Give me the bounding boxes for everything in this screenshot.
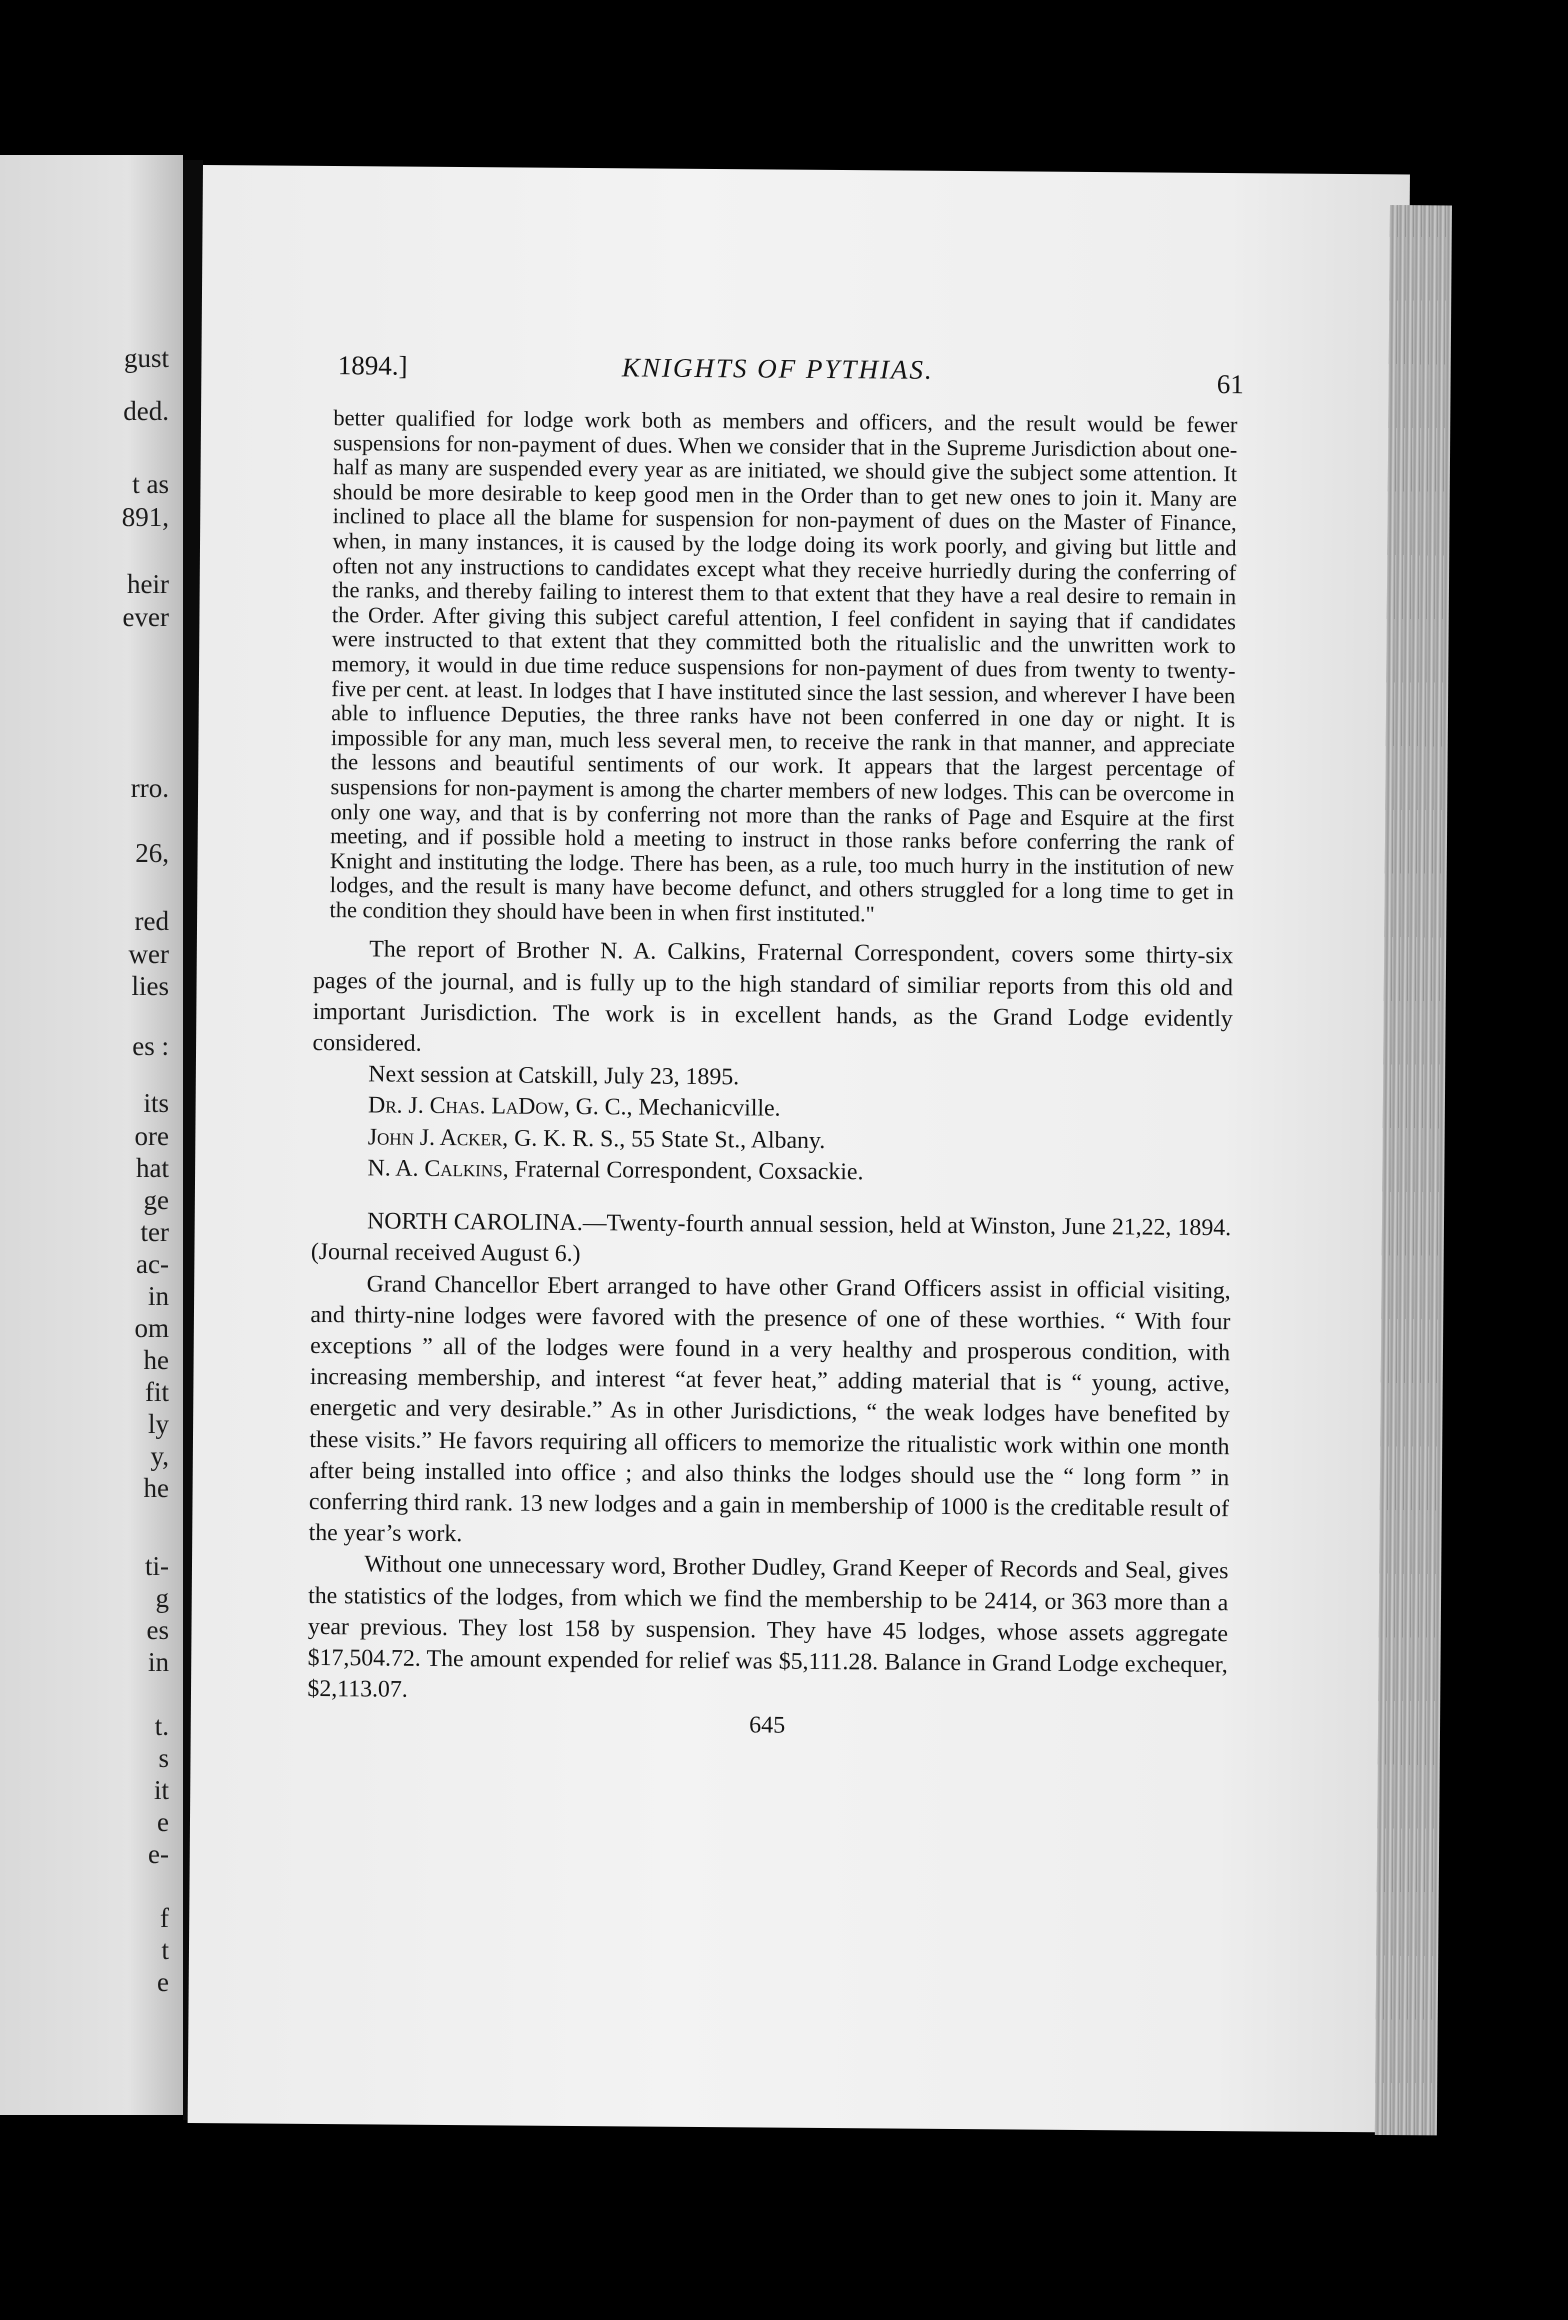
facing-page-fragment: it — [153, 1775, 169, 1805]
page-content — [307, 350, 1244, 1744]
facing-page-fragment: es : — [132, 1031, 169, 1061]
officer-details: , G. C., Mechanicville. — [563, 1094, 781, 1123]
facing-page-fragment: om — [134, 1313, 169, 1343]
facing-page-fragment: t — [161, 1935, 169, 1965]
header-year: 1894.] — [337, 350, 408, 381]
facing-page-fragment: wer — [128, 939, 169, 969]
facing-page-fragment: e — [157, 1967, 169, 1997]
facing-page-fragment: heir — [127, 569, 169, 599]
section-intro — [311, 1206, 1231, 1276]
officer-details: , G. K. R. S., 55 State St., Albany. — [502, 1125, 826, 1154]
facing-page-fragment: ge — [143, 1185, 169, 1215]
facing-page-fragment: e — [157, 1807, 169, 1837]
officer-name: John J. Acker — [367, 1124, 503, 1152]
facing-page-fragment: 26, — [135, 838, 169, 868]
facing-page-fragment: y, — [150, 1441, 169, 1471]
facing-page-fragment: es — [146, 1615, 169, 1645]
facing-page-fragment: ti- — [145, 1551, 169, 1581]
section-paragraph: Grand Chancellor Ebert arranged to have other Grand Officers assist in official visiting, and thirty-nine lodges were favored with the presence of one of these worthies. “ With four exceptions ” all of the lodges were found in a very healthy and prosperous condition, with increasing membership, and interest “at fever heat,” adding material that is “ young, active, energetic and very desirable.” As in other Jurisdictions, “ the weak lodges have benefited by these visits.” He favors requiring all officers to memorize the ritualistic work within one month after being installed into office ; and also thinks the lodges should use the “ long form ” in conferring third rank. 13 new lodges and a gain in membership of 1000 is the creditable result of the year’s work. — [308, 1270, 1231, 1548]
facing-page-fragment: ded. — [123, 396, 169, 426]
facing-page-fragment: its — [143, 1088, 169, 1118]
quoted-report-paragraph: better qualified for lodge work both as members and officers, and the result would be fewer suspensions for non-payment of dues. When we consider that in the Supreme Jurisdiction about one-half as many are suspended every year as are initiated, we should give the subject some attention. It should be more desirable to keep good men in the Order than to get new ones to join it. Many are inclined to place all the blame for suspension for non-payment of dues on the Master of Finance, when, in many instances, it is caused by the lodge doing its work poorly, and giving but little and often not any instructions to candidates except what they receive hurriedly during the conferring of the ranks, and thereby failing to interest them to that extent that they have a real desire to remain in the Order. After giving this subject careful attention, I feel confident in saying that if candidates were instructed to that extent that they committed both the ritualislic and the unwritten work to memory, it would in due time reduce suspensions for non-payment of dues from twenty to twenty-five per cent. at least. In lodges that I have instituted since the last session, and wherever I have been able to influence Deputies, the three ranks have not been conferred in one day or night. It is impossible for any man, much less several men, to receive the rank in that manner, and appreciate the lessons and beautiful sentiments of our work. It appears that the largest percentage of suspensions for non-payment is among the charter members of new lodges. This can be overcome in only one way, and that is by conferring not more than the ranks of Page and Esquire at the first meeting, and if possible hold a meeting to instruct in those ranks before conferring the rank of Knight and instituting the lodge. There has been, as a rule, too much hurry in the institution of new lodges, and the result is many have become defunct, and others struggled for a long time to get in the condition they should have been in when first instituted." — [329, 405, 1238, 927]
facing-page-fragment: lies — [131, 971, 169, 1001]
facing-page-fragment: s — [158, 1743, 169, 1773]
facing-page-fragment: ly — [147, 1409, 169, 1439]
officer-name: Dr. J. Chas. LaDow — [367, 1092, 564, 1121]
facing-page-fragment: he — [143, 1473, 169, 1503]
facing-page-fragment: ever — [122, 602, 169, 632]
facing-page-fragment: t as — [132, 469, 169, 499]
facing-page-fragment: ore — [134, 1121, 169, 1151]
officer-details: , Fraternal Correspondent, Coxsackie. — [502, 1156, 864, 1186]
officer-name: N. A. Calkins — [367, 1155, 503, 1183]
next-session: Next session at Catskill, July 23, 1895. — [368, 1061, 740, 1091]
facing-page-fragment: rro. — [130, 773, 169, 803]
facing-page — [0, 155, 183, 2115]
facing-page-fragment: ter — [140, 1217, 169, 1247]
facing-page-fragment: in — [147, 1281, 169, 1311]
facing-page-fragment: gust — [123, 343, 169, 373]
report-paragraph: The report of Brother N. A. Calkins, Fraternal Correspondent, covers some thirty-six pages of the journal, and is fully up to the high standard of similiar reports from this old and important Jurisdiction. The work is in excellent hands, as the Grand Lodge evidently considered. — [312, 936, 1234, 1057]
facing-page-fragment: fit — [145, 1377, 169, 1407]
section-paragraph: Without one unnecessary word, Brother Dudley, Grand Keeper of Records and Seal, gives the statistics of the lodges, from which we find the membership to be 2414, or 363 more than a year previous. They lost 158 by suspension. They have 45 lodges, whose assets aggregate $17,504.72. The amount expended for relief was $5,111.28. Balance in Grand Lodge exchequer, $2,113.07. — [307, 1551, 1229, 1703]
facing-page-fragment: in — [147, 1647, 169, 1677]
page-number: 61 — [1216, 369, 1244, 400]
facing-page-fragment: t. — [154, 1711, 169, 1741]
facing-page-fragment: e- — [148, 1839, 169, 1869]
facing-page-fragment: hat — [136, 1153, 169, 1183]
facing-page-fragment: he — [143, 1345, 169, 1375]
folio-number: 645 — [749, 1712, 786, 1740]
section-intro-text: —Twenty-fourth annual session, held at Winston, June 21,22, 1894. (Journal received August 6.) — [310, 1210, 1232, 1268]
header-title: KNIGHTS OF PYTHIAS. — [621, 352, 934, 385]
running-header — [318, 350, 1244, 407]
facing-page-fragment: red — [134, 906, 169, 936]
section-heading: NORTH CAROLINA. — [367, 1208, 583, 1237]
facing-page-fragment: g — [155, 1583, 169, 1613]
facing-page-fragment: 891, — [121, 502, 169, 532]
facing-page-fragment: f — [160, 1903, 169, 1933]
facing-page-fragment: ac- — [136, 1249, 169, 1279]
